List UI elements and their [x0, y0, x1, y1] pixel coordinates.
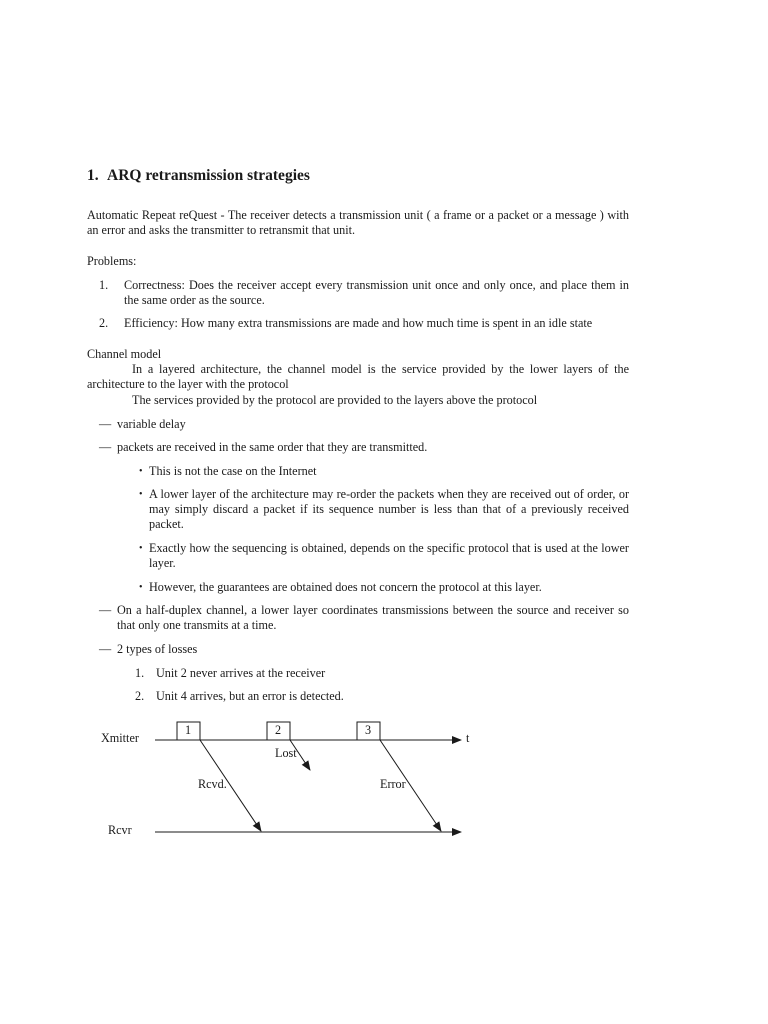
section-heading	[87, 166, 310, 186]
bullet-mark: •	[139, 466, 143, 477]
channel-heading: Channel model	[87, 347, 162, 361]
section-number: 1.	[87, 167, 99, 184]
problem-text: Efficiency: How many extra transmissions are made and how much time is spent in an idle state	[124, 316, 593, 330]
dash-mark: —	[99, 440, 112, 454]
arq-timing-diagram	[95, 718, 485, 848]
time-label: t	[466, 731, 470, 745]
bullet-item	[139, 580, 629, 595]
bullet-text: This is not the case on the Internet	[149, 464, 317, 478]
dash-text: On a half-duplex channel, a lower layer coordinates transmissions between the source and receiver so that only one transmits at a time.	[117, 603, 629, 632]
problems-heading: Problems:	[87, 254, 137, 268]
intro-paragraph: Automatic Repeat reQuest - The receiver detects a transmission unit ( a frame or a packet or a message ) with an error and asks the transmitter to retransmit that unit.	[87, 208, 629, 237]
frame-label: 1	[185, 723, 192, 737]
loss-number: 2.	[135, 689, 145, 703]
channel-paragraph-2: The services provided by the protocol are provided to the layers above the protocol	[132, 393, 538, 407]
loss-number: 1.	[135, 666, 145, 680]
problem-number: 2.	[99, 316, 109, 330]
bullet-item	[139, 464, 629, 479]
bullet-mark: •	[139, 582, 143, 593]
frame-label: 2	[275, 723, 282, 737]
error-label: Error	[380, 777, 406, 791]
dash-text: 2 types of losses	[117, 642, 198, 656]
dash-item	[99, 417, 629, 432]
lost-label: Lost	[275, 746, 297, 760]
bullet-mark: •	[139, 543, 143, 554]
bullet-text: A lower layer of the architecture may re-order the packets when they are received out of order, or may simply discard a packet if its sequence number is less than that of a previously received packet.	[149, 487, 629, 531]
problem-text: Correctness: Does the receiver accept every transmission unit once and only once, and place them in the same order as the source.	[124, 278, 629, 307]
dash-item	[99, 603, 629, 633]
xmitter-label: Xmitter	[101, 731, 139, 745]
problem-number: 1.	[99, 278, 109, 292]
dash-item	[99, 440, 629, 455]
dash-mark: —	[99, 603, 112, 617]
bullet-item	[139, 541, 629, 571]
bullet-text: However, the guarantees are obtained does not concern the protocol at this layer.	[149, 580, 542, 594]
rcvr-label: Rcvr	[108, 823, 132, 837]
loss-text: Unit 4 arrives, but an error is detected.	[156, 689, 344, 703]
rcvd-label: Rcvd.	[198, 777, 227, 791]
bullet-item	[139, 487, 629, 532]
loss-item	[135, 666, 615, 681]
dash-text: packets are received in the same order that they are transmitted.	[117, 440, 428, 454]
channel-paragraph: In a layered architecture, the channel model is the service provided by the lower layers of the architecture to the layer with the protocol	[87, 362, 629, 391]
section-title: ARQ retransmission strategies	[107, 167, 310, 184]
dash-mark: —	[99, 642, 112, 656]
loss-item	[135, 689, 615, 704]
dash-mark: —	[99, 417, 112, 431]
frame-label: 3	[365, 723, 372, 737]
problem-item	[99, 316, 629, 331]
loss-text: Unit 2 never arrives at the receiver	[156, 666, 326, 680]
dash-item	[99, 642, 629, 657]
bullet-text: Exactly how the sequencing is obtained, depends on the specific protocol that is used at the lower layer.	[149, 541, 629, 570]
problem-item	[99, 278, 629, 308]
dash-text: variable delay	[117, 417, 186, 431]
bullet-mark: •	[139, 489, 143, 500]
